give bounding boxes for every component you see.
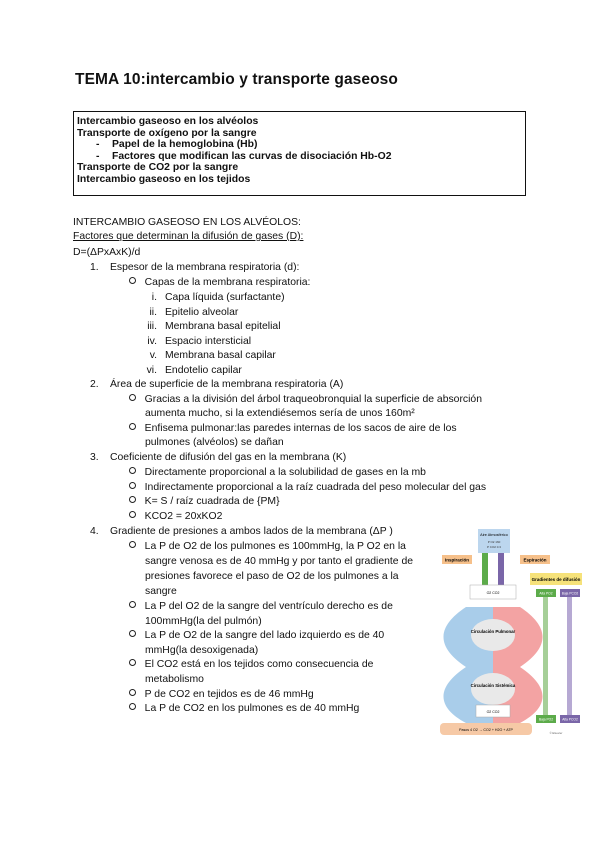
- diffusion-formula: D=(ΔPxAxK)/d: [73, 247, 141, 258]
- bullet-continuation: 100mmHg(la del pulmón): [145, 616, 262, 627]
- section-heading: INTERCAMBIO GASEOSO EN LOS ALVÉOLOS:: [73, 217, 301, 228]
- gradient-co2-arrow: [567, 597, 572, 715]
- bullet-item: KCO2 = 20xKO2: [129, 510, 222, 523]
- bullet-continuation: aumenta mucho, si la extendiésemos sería de unos 160m²: [145, 408, 415, 419]
- svg-text:Circulación Sistémica: Circulación Sistémica: [470, 683, 516, 688]
- bullet-continuation: metabolismo: [145, 674, 204, 685]
- svg-text:P O2 160: P O2 160: [487, 540, 501, 544]
- numbered-item: 3. Coeficiente de difusión del gas en la membrana (K): [90, 452, 347, 463]
- page-title: TEMA 10:intercambio y transporte gaseoso: [75, 71, 398, 88]
- bullet-continuation: pulmones (alvéolos) se dañan: [145, 437, 284, 448]
- bullet-item: La P de O2 de los pulmones es 100mmHg, la P O2 en la: [129, 540, 406, 553]
- toc-subitem: - Factores que modifican las curvas de disociación Hb-O2: [96, 150, 392, 162]
- toc-item: Intercambio gaseoso en los alvéolos: [77, 116, 259, 127]
- numbered-item: 2. Área de superficie de la membrana respiratoria (A): [90, 379, 344, 390]
- bullet-item: K= S / raíz cuadrada de {PM}: [129, 495, 280, 508]
- gas-exchange-diagram: [436, 527, 582, 739]
- svg-text:O2 CO2: O2 CO2: [486, 710, 500, 714]
- roman-item: i. Capa líquida (surfactante): [151, 292, 285, 303]
- svg-text:Alta PO2: Alta PO2: [539, 591, 553, 596]
- bullet-item: El CO2 está en los tejidos como consecuencia de: [129, 658, 373, 671]
- toc-item: Intercambio gaseoso en los tejidos: [77, 173, 251, 185]
- toc-item: Transporte de CO2 por la sangre: [77, 162, 239, 174]
- bullet-item: Indirectamente proporcional a la raíz cuadrada del peso molecular del gas: [129, 481, 486, 494]
- svg-text:Circulación Pulmonar: Circulación Pulmonar: [470, 629, 516, 634]
- roman-item: iii. Membrana basal epitelial: [147, 321, 281, 332]
- bullet-continuation: sangre: [145, 586, 177, 597]
- gradients-label: Gradientes de difusión: [531, 577, 581, 582]
- systemic-circulation: [471, 673, 515, 705]
- roman-item: ii. Epitelio alveolar: [149, 307, 239, 318]
- svg-text:Pasos 4 O2 → CO2 + H2O + ATP: Pasos 4 O2 → CO2 + H2O + ATP: [459, 728, 513, 732]
- pulmonary-circulation: [471, 619, 515, 651]
- bullet-item: La P de O2 de la sangre del lado izquierdo es de 40: [129, 629, 384, 642]
- bullet-continuation: presiones favorece el paso de O2 de los pulmones a la: [145, 571, 399, 582]
- toc-box: [73, 111, 526, 196]
- bullet-item: La P de CO2 en los pulmones es de 40 mmHg: [129, 702, 359, 715]
- roman-item: vi. Endotelio capilar: [146, 365, 242, 376]
- svg-text:Baja PO2: Baja PO2: [538, 717, 554, 722]
- svg-text:P CO2 0.3: P CO2 0.3: [487, 545, 501, 549]
- bullet-continuation: mmHg(la desoxigenada): [145, 645, 259, 656]
- roman-item: v. Membrana basal capilar: [149, 350, 276, 361]
- expiration-label: Espiración: [523, 557, 547, 563]
- inspiration-label: Inspiración: [444, 557, 470, 563]
- bullet-item: Directamente proporcional a la solubilidad de gases en la mb: [129, 466, 426, 479]
- toc-subitem: - Papel de la hemoglobina (Hb): [96, 139, 258, 151]
- bullet-continuation: sangre venosa es de 40 mmHg y por tanto el gradiente de: [145, 556, 414, 567]
- svg-text:Baja PCO2: Baja PCO2: [561, 591, 579, 596]
- toc-item: Transporte de oxígeno por la sangre: [77, 127, 257, 139]
- bullet-item: P de CO2 en tejidos es de 46 mmHg: [129, 688, 314, 701]
- svg-text:O2 CO2: O2 CO2: [486, 591, 500, 595]
- air-label: Aire Atmosférico: [480, 533, 508, 537]
- numbered-item: 4. Gradiente de presiones a ambos lados de la membrana (ΔP ): [90, 526, 393, 537]
- svg-text:Alta PCO2: Alta PCO2: [562, 717, 578, 722]
- bullet-item: Gracias a la división del árbol traqueobronquial la superficie de absorción: [129, 393, 482, 406]
- gradient-o2-arrow: [543, 597, 548, 715]
- bullet-item: Capas de la membrana respiratoria:: [129, 276, 310, 289]
- section-subheading: Factores que determinan la difusión de gases (D):: [73, 231, 304, 242]
- roman-item: iv. Espacio intersticial: [147, 336, 252, 347]
- numbered-item: 1. Espesor de la membrana respiratoria (d):: [90, 262, 300, 273]
- bullet-item: Enfisema pulmonar:las paredes internas de los sacos de aire de los: [129, 422, 457, 435]
- bullet-item: La P del O2 de la sangre del ventrículo derecho es de: [129, 600, 393, 613]
- svg-text:© Elsevier: © Elsevier: [549, 731, 563, 735]
